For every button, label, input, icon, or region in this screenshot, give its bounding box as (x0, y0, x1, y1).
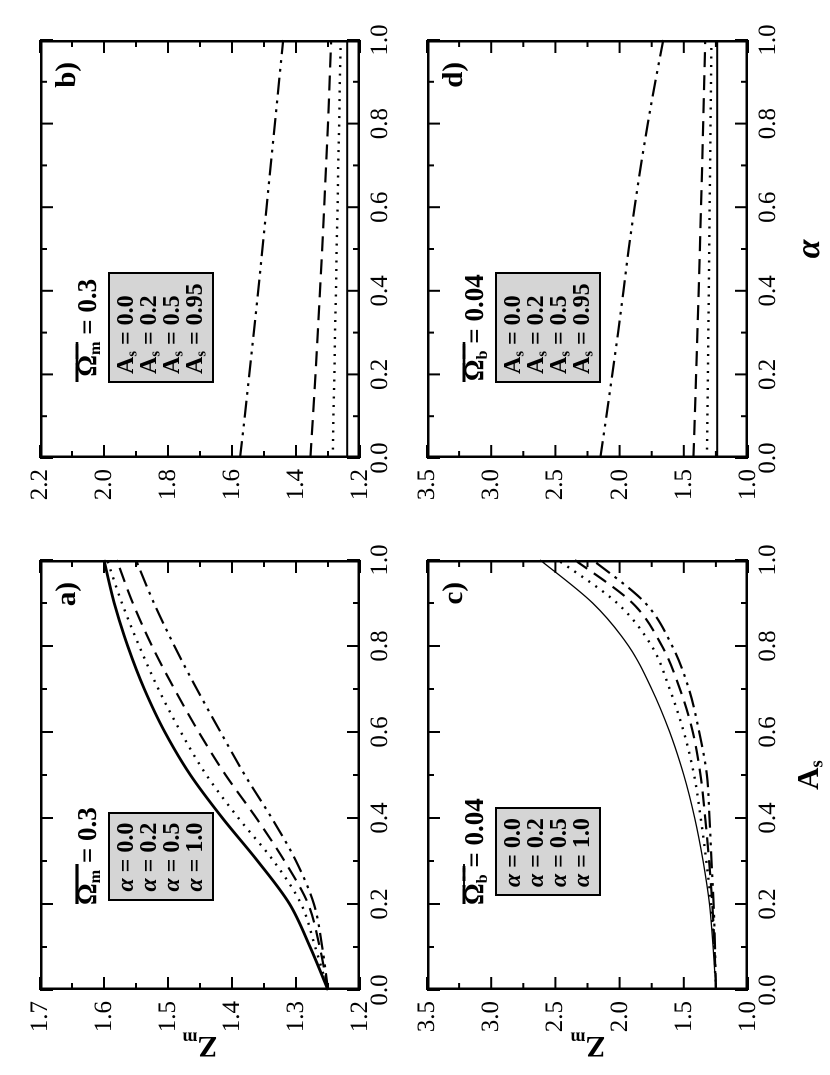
tick-marks (40, 560, 360, 990)
x-tick-label: 0.8 (366, 107, 393, 140)
x-tick-label: 1.0 (754, 24, 781, 56)
panel-letter-a: a) (50, 582, 82, 607)
legend-b (72, 272, 214, 383)
curve-d-dotted (707, 40, 712, 458)
legend-item-label: $A_s = 0.5$ (159, 295, 187, 374)
plot-area-b (40, 40, 360, 458)
legend-item-label: α = 0.2 (136, 822, 162, 892)
legend-box (108, 812, 214, 901)
y-tick-label: 1.2 (346, 469, 373, 501)
x-tick-label: 0.0 (754, 442, 781, 474)
x-tick-label: 0.4 (366, 802, 393, 834)
legend-item-label: α = 1.0 (182, 822, 208, 892)
legend-item-label: $A_s = 0.5$ (546, 295, 574, 374)
curve-c-dashdotdot (593, 560, 716, 990)
y-tick-label: 3.5 (413, 469, 440, 501)
x-tick-label: 1.0 (366, 24, 393, 56)
x-tick-label: 0.2 (366, 358, 393, 391)
y-tick-label: 1.5 (669, 1001, 697, 1033)
x-axis-label-d: α (790, 239, 827, 259)
legend-c (459, 798, 601, 905)
x-tick-label: 0.2 (754, 888, 781, 920)
y-axis-label-a: $Z_m$ (182, 1028, 218, 1063)
curve-a-dotted (107, 560, 328, 990)
legend-item (115, 823, 138, 892)
legend-item-label: $A_s = 0.95$ (182, 283, 210, 374)
legend-box (495, 807, 601, 896)
legend-item-label: α = 0.0 (500, 818, 526, 888)
legend-item (571, 818, 594, 887)
y-tick-label: 1.4 (218, 1001, 245, 1033)
x-tick-label: 0.6 (754, 716, 781, 748)
curve-a-solid (104, 560, 328, 990)
legend-a (72, 807, 214, 905)
legend-title: $\Omega_b = 0.04$ (459, 274, 492, 382)
legend-item-label: $A_s = 0.95$ (569, 283, 597, 374)
x-tick-label: 1.0 (366, 544, 393, 576)
legend-title: $\Omega_m = 0.3$ (72, 807, 105, 905)
y-tick-label: 3.5 (413, 1001, 440, 1033)
legend-item-label: α = 0.5 (159, 822, 185, 892)
x-tick-label: 0.0 (366, 442, 393, 474)
curve-b-dashdotdot (240, 40, 283, 458)
legend-item-label: $A_s = 0.2$ (136, 295, 164, 374)
legend-item (182, 283, 210, 374)
legend-item (184, 823, 207, 892)
curve-c-solid (540, 560, 716, 990)
x-tick-label: 0.4 (754, 275, 781, 307)
legend-item-label: $A_s = 0.2$ (523, 295, 551, 374)
panel-letter-b: b) (50, 62, 82, 88)
curve-d-dashdotdot (600, 40, 663, 458)
x-tick-label: 0.8 (754, 107, 781, 140)
panel-letter-d: d) (437, 62, 469, 88)
curve-d-dashed (693, 40, 705, 458)
x-tick-label: 0.0 (366, 974, 393, 1006)
curve-b-dotted (333, 40, 341, 458)
x-tick-label: 0.2 (366, 888, 393, 920)
plot-area-d (427, 40, 748, 458)
y-tick-label: 1.2 (346, 1001, 373, 1033)
x-axis-label-c: $A_s$ (790, 760, 828, 790)
y-tick-label: 3.0 (477, 469, 505, 501)
y-tick-label: 1.8 (154, 469, 181, 501)
panel-b (26, 24, 393, 501)
legend-item (113, 283, 141, 374)
x-tick-label: 1.0 (754, 544, 781, 576)
legend-box (108, 272, 214, 383)
y-tick-label: 1.7 (26, 1001, 53, 1033)
y-tick-label: 2.5 (541, 469, 569, 501)
legend-title: $\Omega_b = 0.04$ (459, 798, 492, 905)
panel-letter-c: c) (437, 582, 469, 605)
legend-item (546, 283, 574, 374)
y-tick-label: 1.3 (282, 1001, 309, 1033)
legend-sample-dashdotdot (72, 863, 82, 905)
legend-item (569, 283, 597, 374)
y-tick-label: 1.0 (734, 1001, 761, 1033)
legend-sample-dashdotdot (459, 341, 469, 383)
x-tick-label: 0.4 (366, 275, 393, 307)
legend-item (161, 823, 184, 892)
legend-title: $\Omega_m = 0.3$ (72, 278, 105, 377)
legend-item (523, 283, 551, 374)
y-tick-label: 1.6 (90, 1001, 117, 1033)
panel-c (413, 544, 828, 1063)
y-tick-label: 1.0 (734, 469, 761, 501)
legend-sample-dashdotdot (459, 863, 469, 905)
x-tick-label: 0.6 (754, 191, 781, 223)
legend-item (159, 283, 187, 374)
legend-item-label: α = 0.2 (523, 818, 549, 888)
x-tick-label: 0.0 (754, 974, 781, 1006)
y-axis-label-c: $Z_m$ (570, 1028, 606, 1063)
y-tick-label: 2.0 (605, 1001, 633, 1033)
legend-d (459, 272, 601, 383)
legend-sample-dashdotdot (72, 341, 82, 383)
x-tick-label: 0.4 (754, 802, 781, 834)
plot-area-c (427, 560, 748, 990)
legend-item (138, 823, 161, 892)
x-tick-label: 0.8 (366, 630, 393, 662)
y-tick-label: 1.4 (282, 469, 309, 501)
x-tick-label: 0.6 (366, 191, 393, 223)
curve-c-dotted (558, 560, 716, 990)
x-tick-label: 0.8 (754, 630, 781, 662)
legend-item-label: $A_s = 0.0$ (500, 295, 528, 374)
frame-b (41, 41, 359, 457)
panel-a (26, 544, 393, 1063)
panel-d (413, 24, 827, 501)
legend-item (500, 283, 528, 374)
legend-item-label: α = 0.5 (546, 818, 572, 888)
y-tick-label: 2.5 (541, 1001, 569, 1033)
frame-a (41, 561, 359, 989)
x-tick-label: 0.2 (754, 358, 781, 391)
y-tick-label: 2.0 (90, 469, 117, 501)
y-tick-label: 1.5 (669, 469, 697, 501)
legend-item-label: $A_s = 0.0$ (113, 295, 141, 374)
legend-item-label: α = 0.0 (113, 822, 139, 892)
y-tick-label: 2.2 (26, 469, 53, 501)
y-tick-label: 1.6 (218, 469, 245, 501)
curve-c-dashed (575, 560, 716, 990)
curve-a-dashed (117, 560, 328, 990)
legend-item (525, 818, 548, 887)
legend-box (495, 272, 601, 383)
y-tick-label: 3.0 (477, 1001, 505, 1033)
tick-marks (40, 40, 360, 458)
legend-item (502, 818, 525, 887)
legend-item-label: α = 1.0 (569, 818, 595, 888)
frame-c (428, 561, 747, 989)
x-tick-label: 0.6 (366, 716, 393, 748)
y-tick-label: 2.0 (605, 469, 633, 501)
y-tick-label: 1.5 (154, 1001, 181, 1033)
plot-area-a (40, 560, 360, 990)
legend-item (548, 818, 571, 887)
curve-b-dashed (310, 40, 331, 458)
legend-item (136, 283, 164, 374)
